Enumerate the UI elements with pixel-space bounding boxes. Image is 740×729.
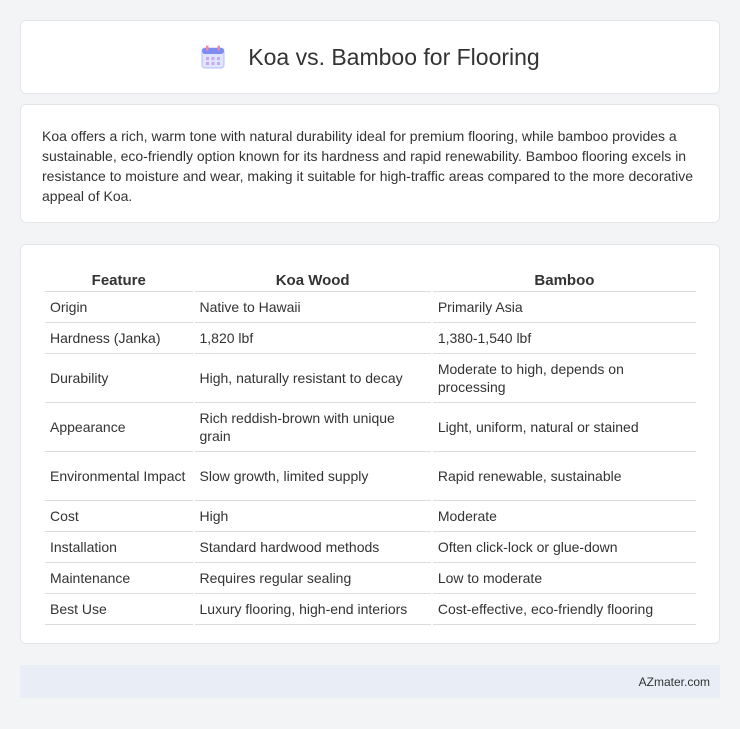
cell-feature: Origin (45, 292, 193, 323)
cell-feature: Installation (45, 532, 193, 563)
cell-koa: High (195, 501, 431, 532)
cell-feature: Cost (45, 501, 193, 532)
header-koa-wood: Koa Wood (195, 265, 431, 292)
intro-card (20, 104, 720, 223)
cell-koa: 1,820 lbf (195, 323, 431, 354)
cell-bamboo: 1,380-1,540 lbf (433, 323, 696, 354)
cell-feature: Best Use (45, 594, 193, 625)
table-row (45, 354, 696, 403)
cell-bamboo: Low to moderate (433, 563, 696, 594)
header-bamboo: Bamboo (433, 265, 696, 292)
cell-bamboo: Cost-effective, eco-friendly flooring (433, 594, 696, 625)
cell-feature: Durability (45, 354, 193, 403)
intro-paragraph: Koa offers a rich, warm tone with natural durability ideal for premium flooring, while bamboo provides a sustainable, eco-friendly option known for its hardness and rapid renewability. Bamboo flooring excels in resistance to moisture and wear, making it suitable for high-traffic areas compared to the more decorative appeal of Koa. (42, 128, 694, 204)
cell-koa: Requires regular sealing (195, 563, 431, 594)
header-feature: Feature (45, 265, 193, 292)
table-row (45, 452, 696, 501)
cell-bamboo: Rapid renewable, sustainable (433, 452, 696, 501)
cell-bamboo: Often click-lock or glue-down (433, 532, 696, 563)
table-row (45, 292, 696, 323)
cell-feature: Hardness (Janka) (45, 323, 193, 354)
footer-site-link[interactable]: AZmater.com (638, 674, 710, 689)
cell-feature: Maintenance (45, 563, 193, 594)
table-row (45, 532, 696, 563)
table-row (45, 323, 696, 354)
table-row (45, 403, 696, 452)
cell-koa: Luxury flooring, high-end interiors (195, 594, 431, 625)
table-row (45, 594, 696, 625)
table-header-row (45, 265, 696, 292)
table-row (45, 501, 696, 532)
comparison-table (43, 265, 698, 625)
cell-koa: High, naturally resistant to decay (195, 354, 431, 403)
cell-koa: Slow growth, limited supply (195, 452, 431, 501)
table-row (45, 563, 696, 594)
cell-bamboo: Light, uniform, natural or stained (433, 403, 696, 452)
cell-bamboo: Primarily Asia (433, 292, 696, 323)
comparison-card (20, 244, 720, 644)
calendar-icon (200, 44, 226, 70)
cell-koa: Rich reddish-brown with unique grain (195, 403, 431, 452)
cell-koa: Native to Hawaii (195, 292, 431, 323)
title-card (20, 20, 720, 94)
cell-bamboo: Moderate to high, depends on processing (433, 354, 696, 403)
cell-feature: Appearance (45, 403, 193, 452)
page-title: Koa vs. Bamboo for Flooring (248, 43, 540, 70)
cell-koa: Standard hardwood methods (195, 532, 431, 563)
cell-feature: Environmental Impact (45, 452, 193, 501)
footer (20, 665, 720, 698)
cell-bamboo: Moderate (433, 501, 696, 532)
